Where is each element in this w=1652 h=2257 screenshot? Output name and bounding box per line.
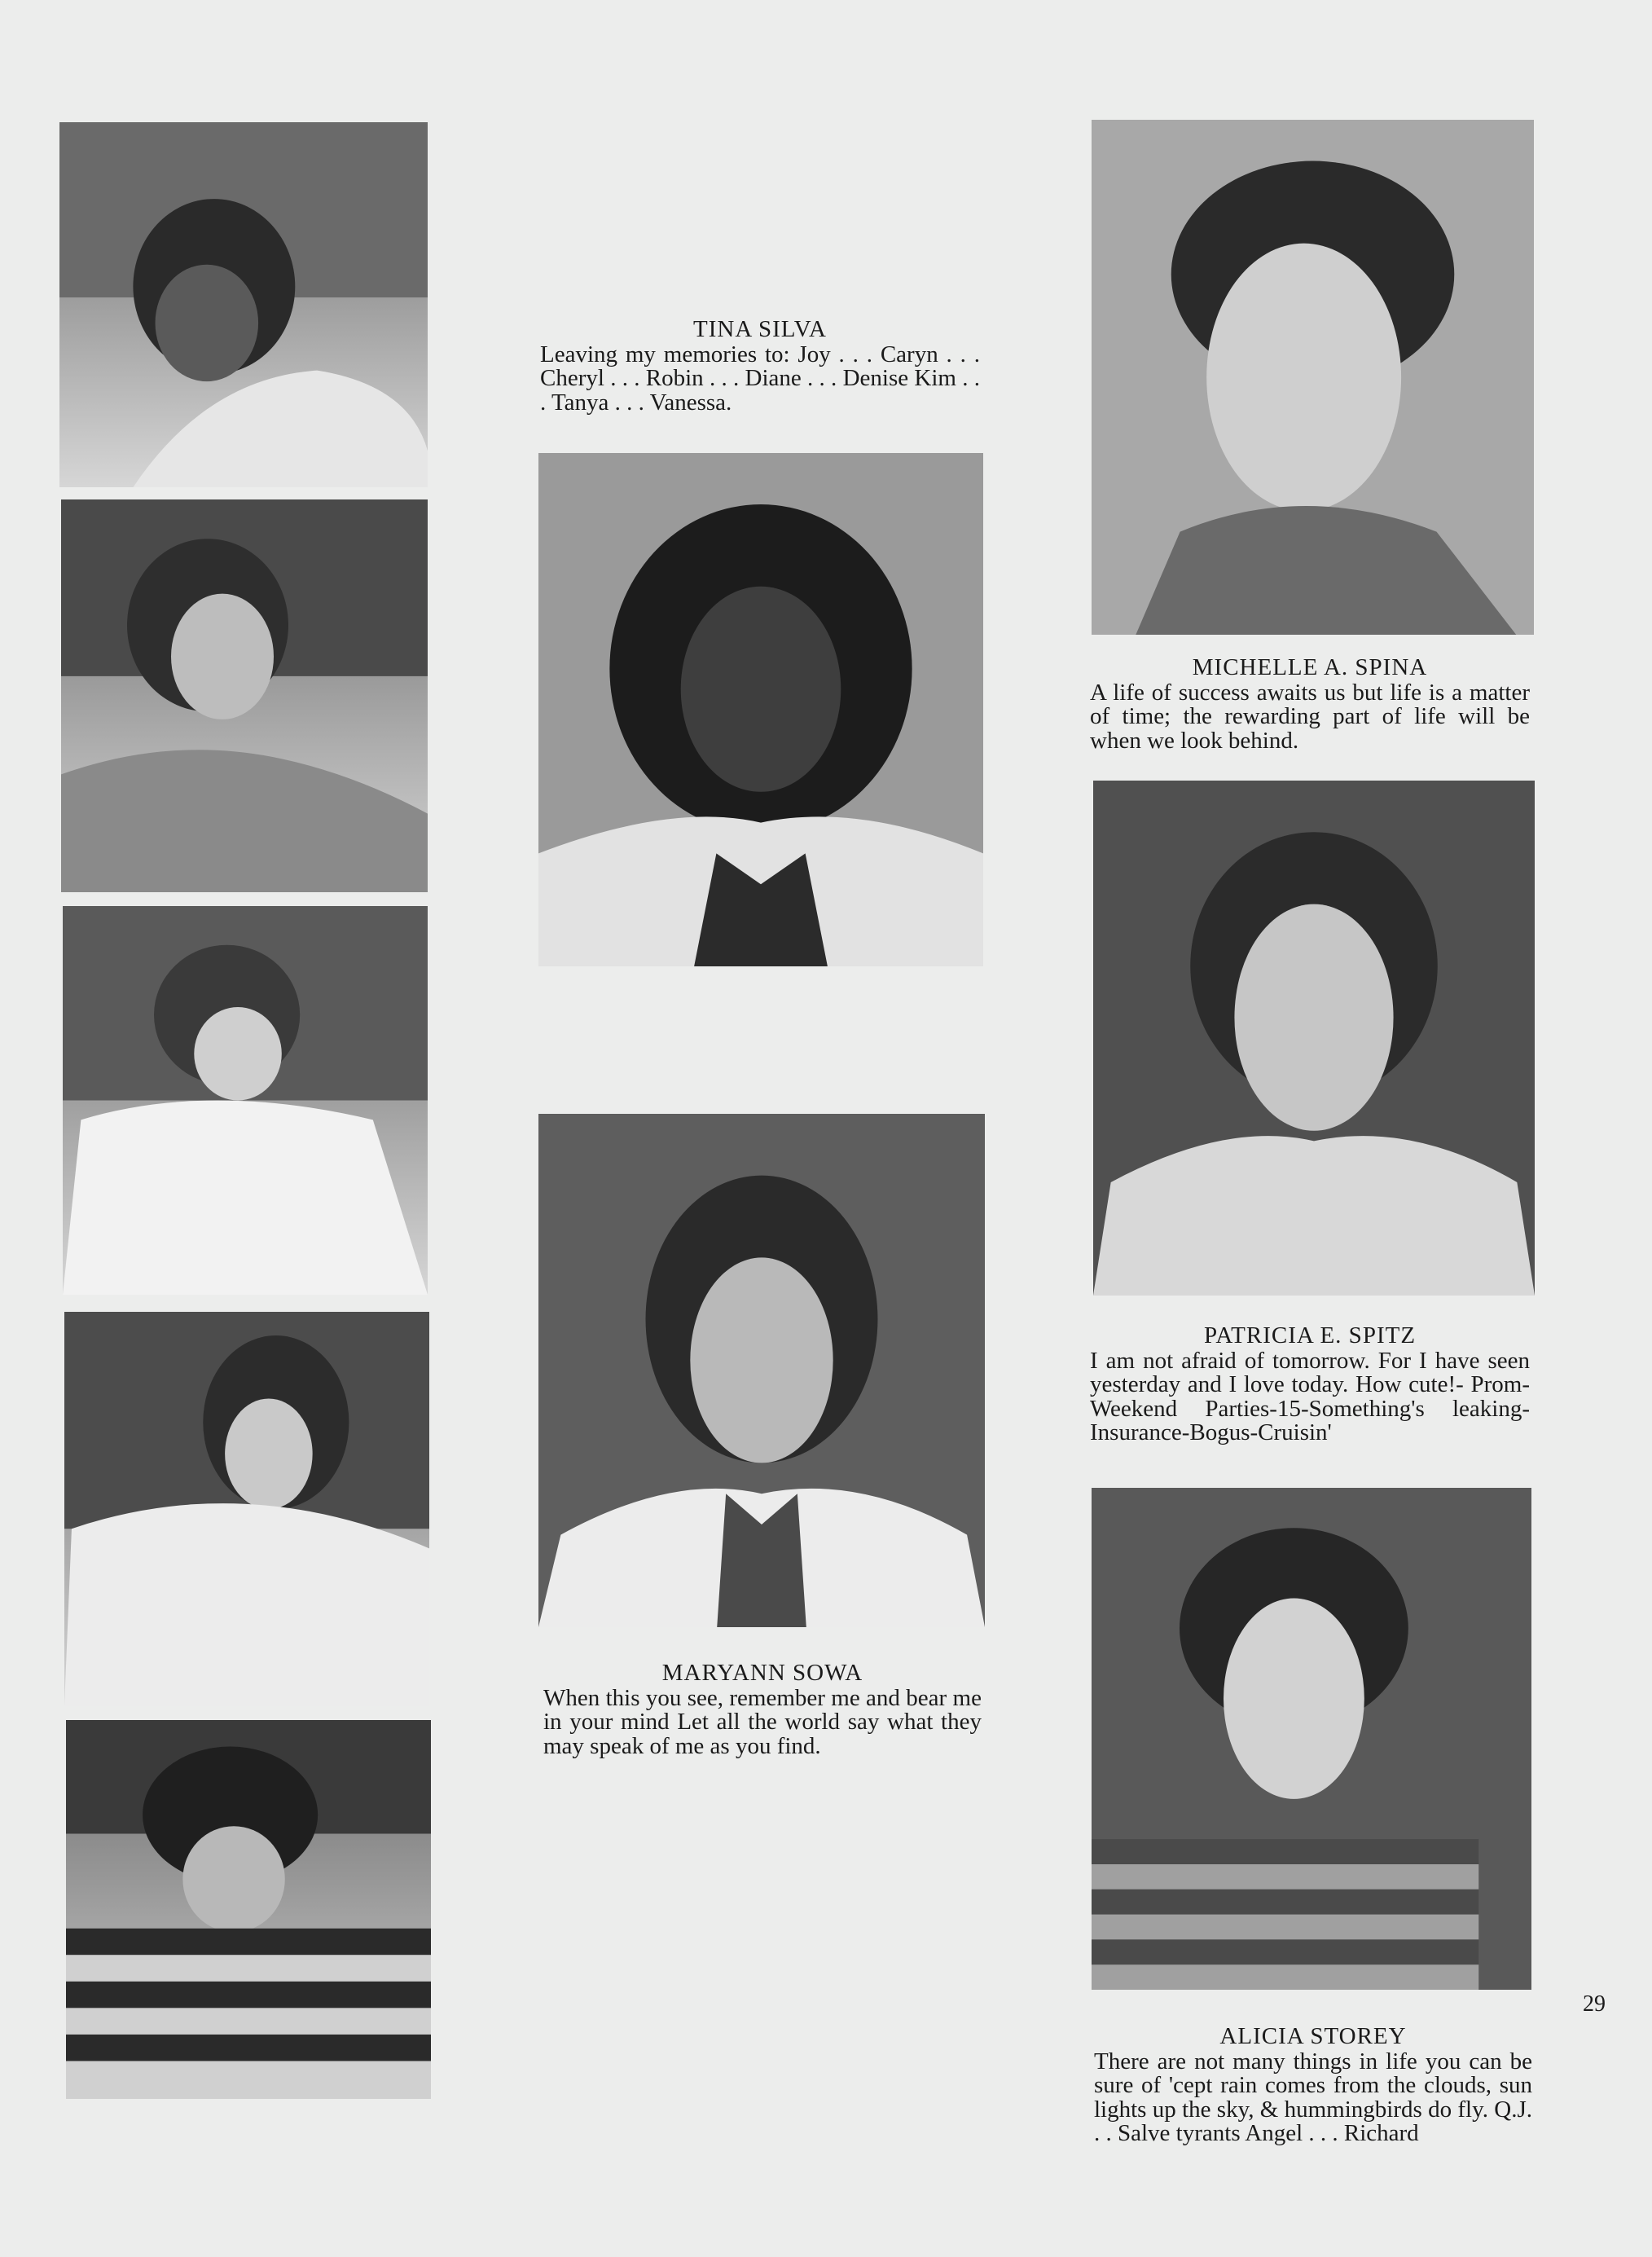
candid-photo-5 — [66, 1720, 431, 2099]
caption-alicia-storey — [1094, 2025, 1532, 2146]
page-number: 29 — [1583, 1991, 1606, 2017]
student-name: ALICIA STOREY — [1219, 2023, 1407, 2049]
caption-maryann-sowa — [543, 1661, 982, 1758]
student-name: MICHELLE A. SPINA — [1192, 654, 1428, 680]
student-name: MARYANN SOWA — [661, 1660, 863, 1686]
student-quote: A life of success awaits us but life is a matter of time; the rewarding part of life will be when we look behind. — [1090, 679, 1530, 754]
candid-photo-2 — [61, 499, 428, 892]
student-name: TINA SILVA — [693, 316, 827, 342]
portrait-maryann-sowa — [538, 1114, 985, 1627]
student-quote: There are not many things in life you can be sure of 'cept rain comes from the clouds, sun lights up the sky, & hummingbirds do fly. Q.J. . . Salve tyrants Angel . . . Richard — [1094, 2048, 1532, 2146]
student-quote: I am not afraid of tomorrow. For I have seen yesterday and I love today. How cute!- Prom- Weekend Parties-15-Something's leaking-Insurance-Bogus-Cruisin' — [1090, 1347, 1530, 1445]
candid-photo-3 — [63, 906, 428, 1295]
portrait-alicia-storey — [1092, 1488, 1531, 1990]
caption-tina-silva — [540, 318, 980, 415]
student-quote: Leaving my memories to: Joy . . . Caryn . . . Cheryl . . . Robin . . . Diane . . . Denise Kim . . . Tanya . . . Vanessa. — [540, 341, 980, 416]
caption-michelle-spina — [1090, 656, 1530, 753]
portrait-michelle-spina — [1092, 120, 1534, 635]
candid-photo-4 — [64, 1312, 429, 1706]
caption-patricia-spitz — [1090, 1324, 1530, 1445]
student-name: PATRICIA E. SPITZ — [1203, 1322, 1417, 1348]
portrait-tina-silva — [538, 453, 983, 966]
portrait-patricia-spitz — [1093, 781, 1535, 1296]
student-quote: When this you see, remember me and bear me in your mind Let all the world say what they may speak of me as you find. — [543, 1684, 982, 1759]
candid-photo-1 — [59, 122, 428, 487]
